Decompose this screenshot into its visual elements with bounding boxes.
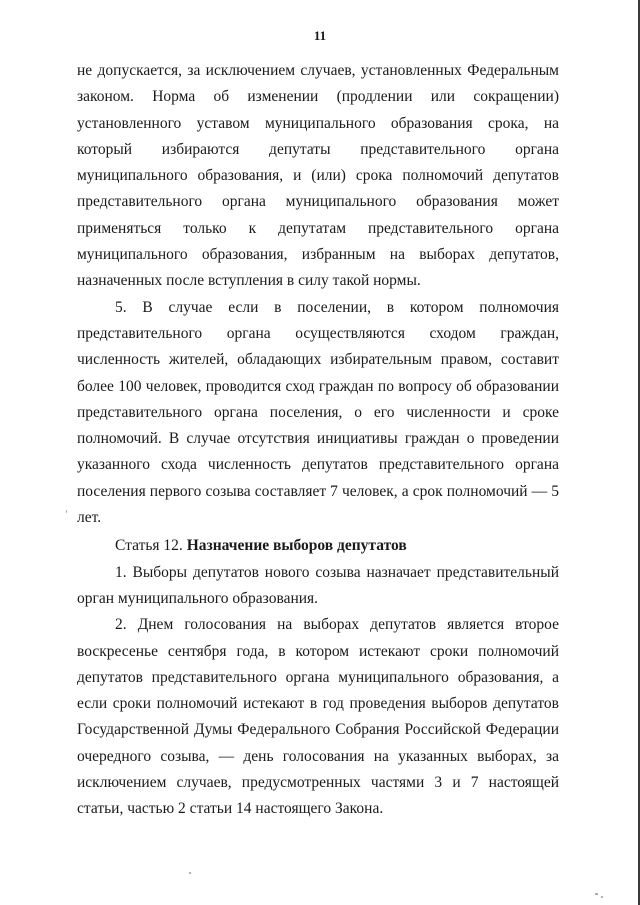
paragraph-article-item-1: 1. Выборы депутатов нового созыва назначает представительный орган муниципального образования. (77, 563, 559, 607)
scan-speck (66, 510, 67, 513)
paragraph-item-5: 5. В случае если в поселении, в котором полномочия представительного органа осуществляются сходом граждан, численность жителей, обладающих избирательным правом, составит более 100 человек, проводится сход граждан по вопросу об образовании представительного органа поселения, о его численности и сроке полномочий. В случае отсутствия инициативы граждан о проведении указанного схода численность депутатов представительного органа поселения первого созыва составляет 7 человек, а срок полномочий — 5 лет. (77, 298, 559, 527)
paragraph-continuation: не допускается, за исключением случаев, установленных Федеральным законом. Норма об изменении (продлении или сокращении) установленного уставом муниципального образования срока, на который избираются депутаты представительного органа муниципального образования, и (или) срока полномочий депутатов представительного органа муниципального образования может применяться только к депутатам представительного органа муниципального образования, избранным на выборах депутатов, назначенных после вступления в силу такой нормы. (77, 62, 559, 290)
paragraph-article-item-2: 2. Днем голосования на выборах депутатов является второе воскресенье сентября года, в котором истекают сроки полномочий депутатов представительного органа муниципального образования, а если сроки полномочий истекают в год проведения выборов депутатов Государственной Думы Федерального Собрания Российской Федерации очередного созыва, — день голосования на указанных выборах, за исключением случаев, предусмотренных частями 3 и 7 настоящей статьи, частью 2 статьи 14 настоящего Закона. (77, 616, 559, 818)
article-heading (77, 533, 559, 559)
page-number: 11 (313, 28, 327, 43)
article-label: Статья 12. (115, 537, 187, 555)
scan-speck (595, 893, 598, 895)
article-title: Назначение выборов депутатов (186, 537, 407, 555)
scan-speck (601, 896, 603, 898)
document-body (77, 58, 559, 823)
scan-speck (189, 872, 191, 874)
